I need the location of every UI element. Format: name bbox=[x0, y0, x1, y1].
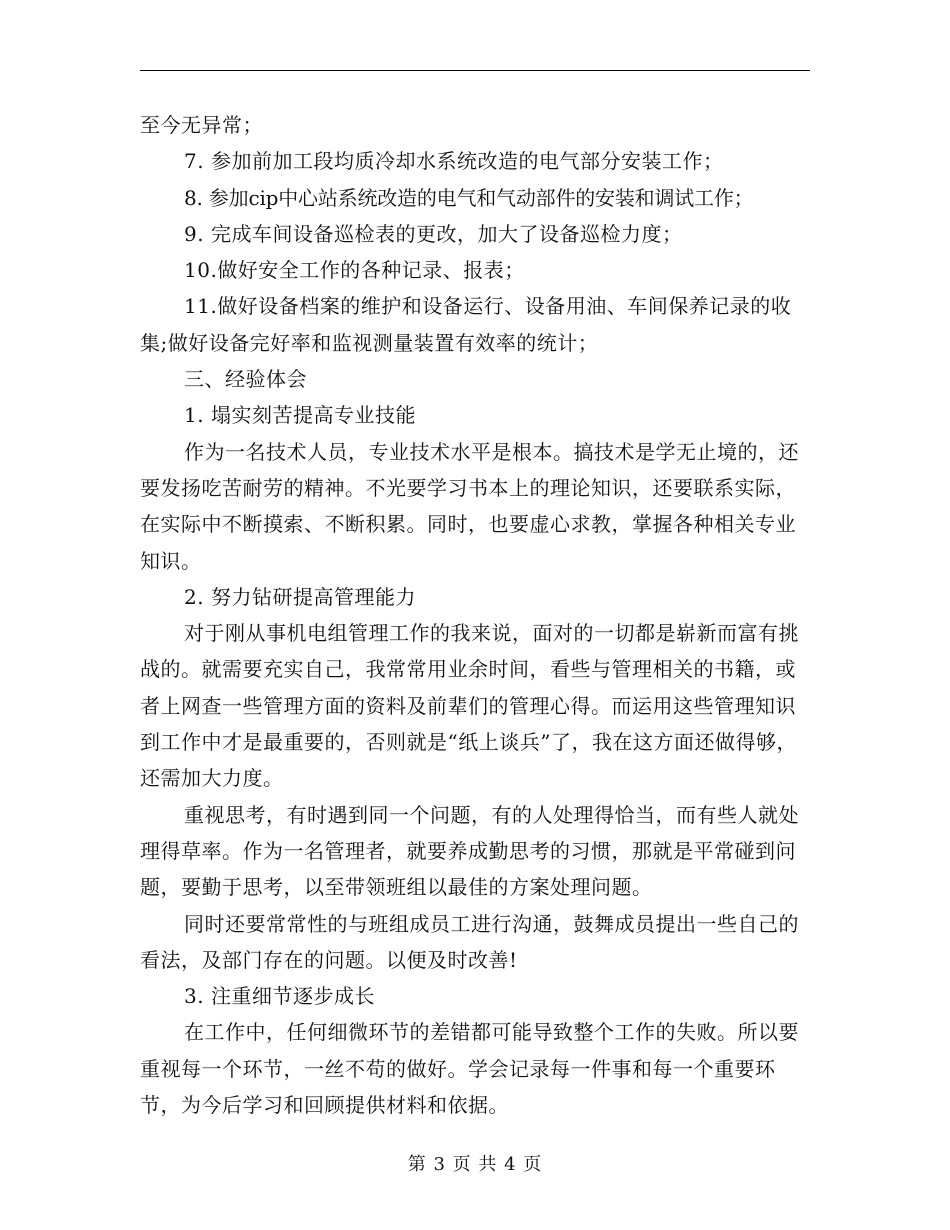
body-paragraph: 重视思考，有时遇到同一个问题，有的人处理得恰当，而有些人就处理得草率。作为一名管理者，就要养成勤思考的习惯，那就是平常碰到问题，要勤于思考，以至带领班组以最佳的方案处理问题。 bbox=[140, 802, 799, 900]
header-rule bbox=[140, 70, 810, 71]
body-paragraph: 对于刚从事机电组管理工作的我来说，面对的一切都是崭新而富有挑战的。就需要充实自己，我常常用业余时间，看些与管理相关的书籍，或者上网查一些管理方面的资料及前辈们的管理心得。而运用这些管理知识到工作中才是最重要的，否则就是“纸上谈兵”了，我在这方面还做得够，还需加大力度。 bbox=[140, 621, 799, 791]
list-item-8: 8. 参加cip中心站系统改造的电气和气动部件的安装和调试工作； bbox=[184, 185, 754, 210]
list-item-11: 11.做好设备档案的维护和设备运行、设备用油、车间保养记录的收集;做好设备完好率和监视测量装置有效率的统计； bbox=[140, 294, 792, 355]
paragraph-continuation: 至今无异常； bbox=[140, 113, 263, 137]
subheading-2: 2. 努力钻研提高管理能力 bbox=[184, 584, 416, 609]
subheading-1: 1. 塌实刻苦提高专业技能 bbox=[184, 403, 416, 428]
list-item-7: 7. 参加前加工段均质冷却水系统改造的电气部分安装工作； bbox=[184, 149, 724, 174]
subheading-3: 3. 注重细节逐步成长 bbox=[184, 984, 375, 1009]
body-paragraph: 同时还要常常性的与班组成员工进行沟通，鼓舞成员提出一些自己的看法，及部门存在的问题。以便及时改善! bbox=[140, 911, 799, 972]
body-paragraph: 在工作中，任何细微环节的差错都可能导致整个工作的失败。所以要重视每一个环节，一丝不苟的做好。学会记录每一件事和每一个重要环节，为今后学习和回顾提供材料和依据。 bbox=[140, 1020, 799, 1118]
section-heading: 三、经验体会 bbox=[184, 367, 307, 392]
list-item-10: 10.做好安全工作的各种记录、报表； bbox=[184, 258, 525, 283]
list-item-9: 9. 完成车间设备巡检表的更改，加大了设备巡检力度； bbox=[184, 221, 683, 246]
document-body bbox=[140, 107, 812, 1123]
page-footer: 第 3 页 共 4 页 bbox=[407, 1154, 543, 1175]
body-paragraph: 作为一名技术人员，专业技术水平是根本。搞技术是学无止境的，还要发扬吃苦耐劳的精神。不光要学习书本上的理论知识，还要联系实际，在实际中不断摸索、不断积累。同时，也要虚心求教，掌握各种相关专业知识。 bbox=[140, 439, 799, 573]
